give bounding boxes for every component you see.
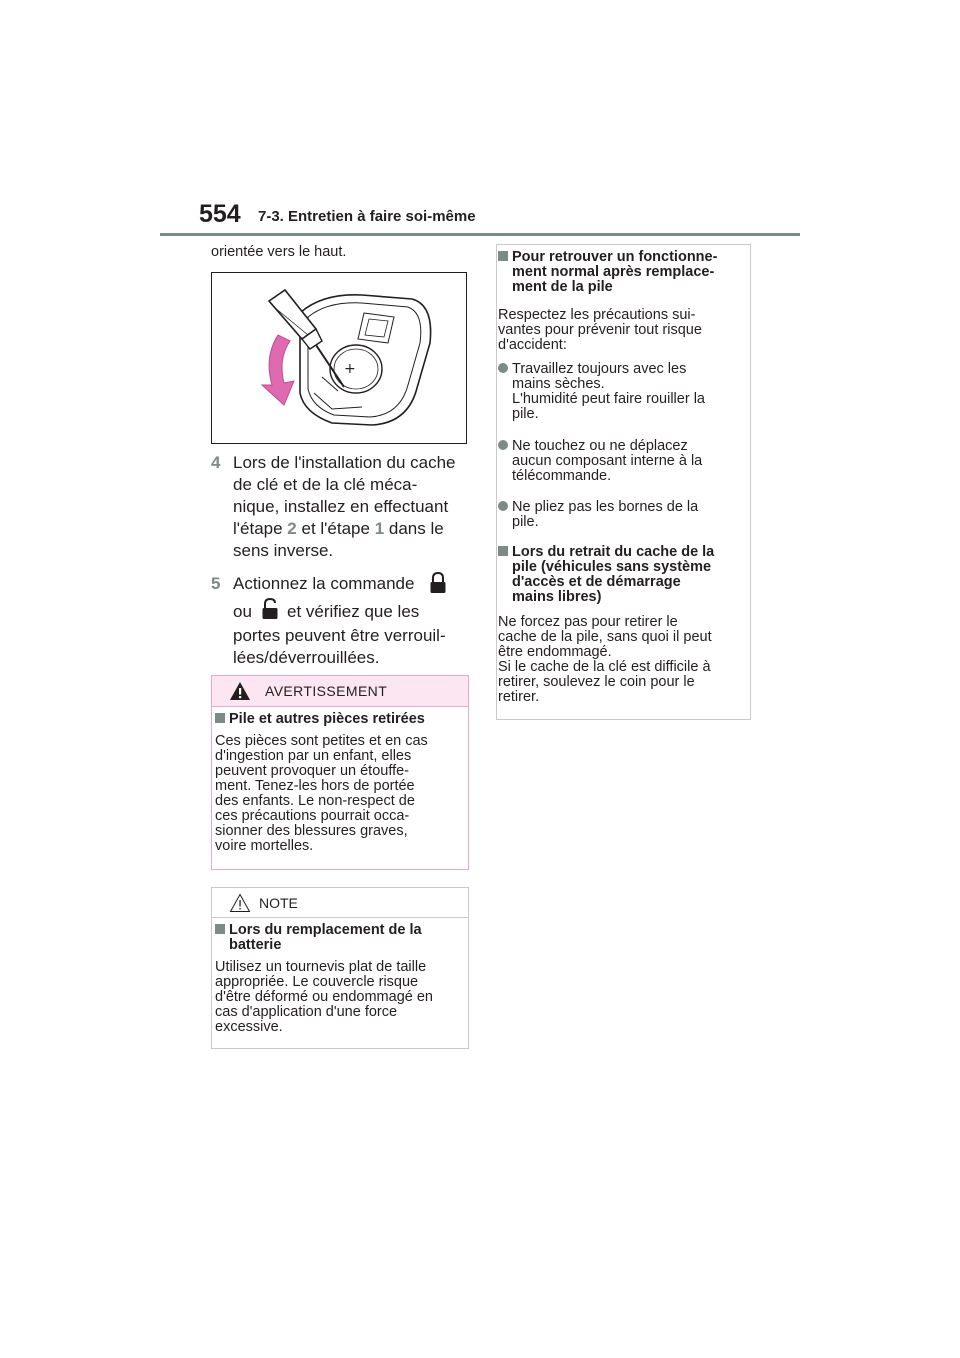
intro-text: orientée vers le haut. <box>211 244 347 260</box>
step-5-number: 5 <box>211 574 221 593</box>
square-bullet-icon <box>498 251 508 261</box>
step-5-line: et vérifiez que les <box>287 602 420 621</box>
note-text: Utilisez un tournevis plat de taille appropriée. Le couvercle risque d'être déformé ou endommagé en cas d'application d'une force excessive. <box>215 959 433 1035</box>
bullet-no-touch: Ne touchez ou ne déplacez aucun composant interne à la télécommande. <box>498 439 702 484</box>
note-box <box>211 887 469 1049</box>
step-5-line: lées/déverrouillées. <box>233 648 380 667</box>
battery-info-box <box>496 244 751 720</box>
warning-box <box>211 675 469 870</box>
round-bullet-icon <box>498 363 508 373</box>
square-bullet-icon <box>498 546 508 556</box>
section-title: 7-3. Entretien à faire soi-même <box>258 208 476 225</box>
warning-heading: Pile et autres pièces retirées <box>215 712 425 727</box>
step-5-line: portes peuvent être verrouil- <box>233 626 446 645</box>
bullet-no-bend: Ne pliez pas les bornes de la pile. <box>498 500 698 530</box>
warning-triangle-icon <box>229 681 251 701</box>
note-heading: Lors du remplacement de la batterie <box>215 923 422 953</box>
remove-cover-text: Ne forcez pas pour retirer le cache de la pile, sans quoi il peut être endommagé. Si le cache de la clé est difficile à retirer, soulevez le coin pour le retirer. <box>498 614 712 705</box>
bullet-dry-hands: Travaillez toujours avec les mains sèches. L'humidité peut faire rouiller la pile. <box>498 362 705 422</box>
unlock-icon <box>261 597 279 621</box>
heading-remove-cover: Lors du retrait du cache de la pile (véhicules sans système d'accès et de démarrage mains libres) <box>498 545 714 605</box>
square-bullet-icon <box>215 924 225 934</box>
step-4-line: l'étape 2 et l'étape 1 dans le <box>233 519 444 538</box>
step-4-line: Lors de l'installation du cache <box>233 453 456 472</box>
step-4-line: de clé et de la clé méca- <box>233 475 418 494</box>
step-ref-2: 2 <box>287 519 297 538</box>
key-battery-illustration <box>212 273 466 443</box>
note-header <box>212 888 468 918</box>
heading-restore-function: Pour retrouver un fonctionne- ment normal après remplace- ment de la pile <box>498 250 717 295</box>
warning-text: Ces pièces sont petites et en cas d'ingestion par un enfant, elles peuvent provoquer un étouffe- ment. Tenez-les hors de portée des enfants. Le non-respect de ces précautions pourrait occa- sionner des blessures graves, voire mortelles. <box>215 733 428 854</box>
page-number: 554 <box>199 200 241 228</box>
rotate-arrow-icon <box>262 335 294 405</box>
header-rule <box>160 233 800 236</box>
round-bullet-icon <box>498 440 508 450</box>
svg-text:+: + <box>344 361 356 377</box>
step-4 <box>211 452 471 560</box>
warning-title: AVERTISSEMENT <box>265 683 388 699</box>
lock-icon <box>429 571 447 595</box>
warning-header <box>212 676 468 707</box>
step-4-line: sens inverse. <box>233 541 334 560</box>
key-battery-figure <box>211 272 467 444</box>
step-5 <box>211 573 471 667</box>
step-5-line: Actionnez la commande <box>233 574 415 593</box>
note-title: NOTE <box>259 895 298 911</box>
step-5-or: ou <box>233 602 252 621</box>
step-4-line: nique, installez en effectuant <box>233 497 449 516</box>
caution-triangle-icon <box>229 893 251 913</box>
step-ref-1: 1 <box>374 519 385 538</box>
round-bullet-icon <box>498 501 508 511</box>
step-4-number: 4 <box>211 453 221 472</box>
precautions-intro: Respectez les précautions sui- vantes pour prévenir tout risque d'accident: <box>498 307 702 353</box>
square-bullet-icon <box>215 713 225 723</box>
